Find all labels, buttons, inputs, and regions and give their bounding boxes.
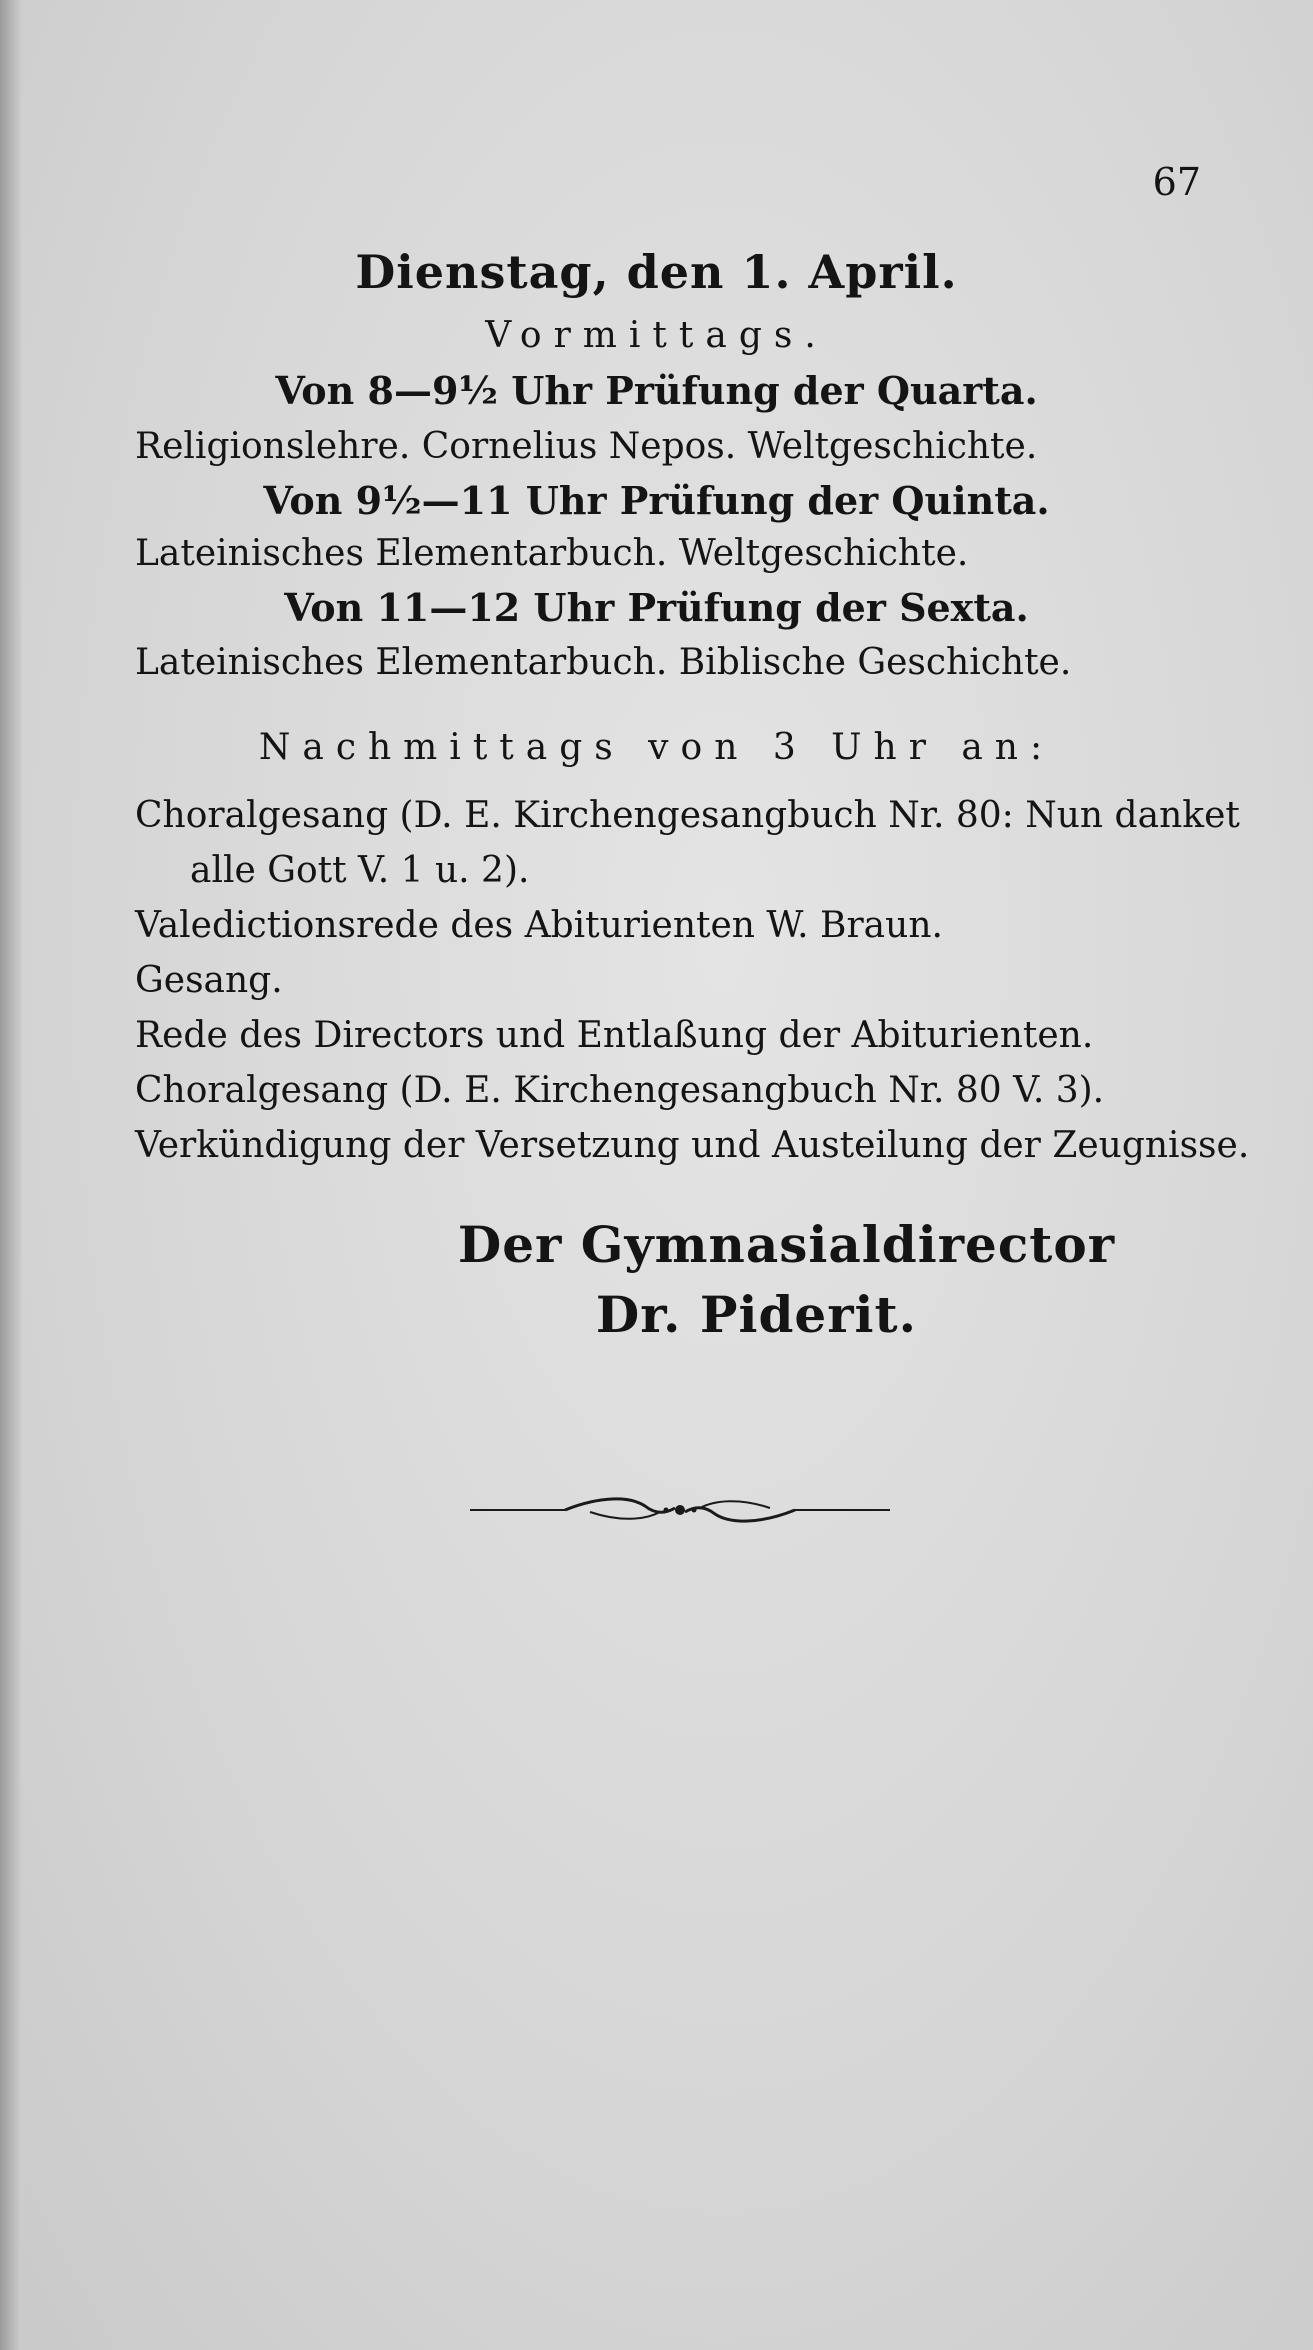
session-subjects: Religionslehre. Cornelius Nepos. Weltgeschichte.	[135, 426, 1038, 467]
program-item: Choralgesang (D. E. Kirchengesangbuch Nr. 80 V. 3).	[135, 1070, 1105, 1111]
afternoon-label: Nachmittags von 3 Uhr an:	[258, 727, 1055, 768]
program-item: Verkündigung der Versetzung und Austeilung der Zeugnisse.	[135, 1125, 1250, 1166]
program-item: alle Gott V. 1 u. 2).	[190, 850, 530, 891]
session-subjects: Lateinisches Elementarbuch. Biblische Geschichte.	[135, 642, 1072, 683]
morning-label: Vormittags.	[485, 315, 828, 356]
day-heading: Dienstag, den 1. April.	[355, 245, 958, 299]
signature-title: Der Gymnasialdirector	[457, 1215, 1116, 1274]
program-item: Choralgesang (D. E. Kirchengesangbuch Nr. 80: Nun danket	[135, 795, 1240, 836]
session-title: Von 8—9½ Uhr Prüfung der Quarta.	[275, 368, 1038, 413]
ornament-divider-icon	[470, 1490, 890, 1530]
session-subjects: Lateinisches Elementarbuch. Weltgeschichte.	[135, 533, 969, 574]
signature-name: Dr. Piderit.	[595, 1285, 918, 1344]
program-item: Valedictionsrede des Abiturienten W. Braun.	[135, 905, 943, 946]
page-number: 67	[1152, 160, 1201, 204]
program-item: Rede des Directors und Entlaßung der Abiturienten.	[135, 1015, 1094, 1056]
program-item: Gesang.	[135, 960, 283, 1001]
session-title: Von 9½—11 Uhr Prüfung der Quinta.	[263, 478, 1050, 523]
session-title: Von 11—12 Uhr Prüfung der Sexta.	[284, 585, 1029, 630]
